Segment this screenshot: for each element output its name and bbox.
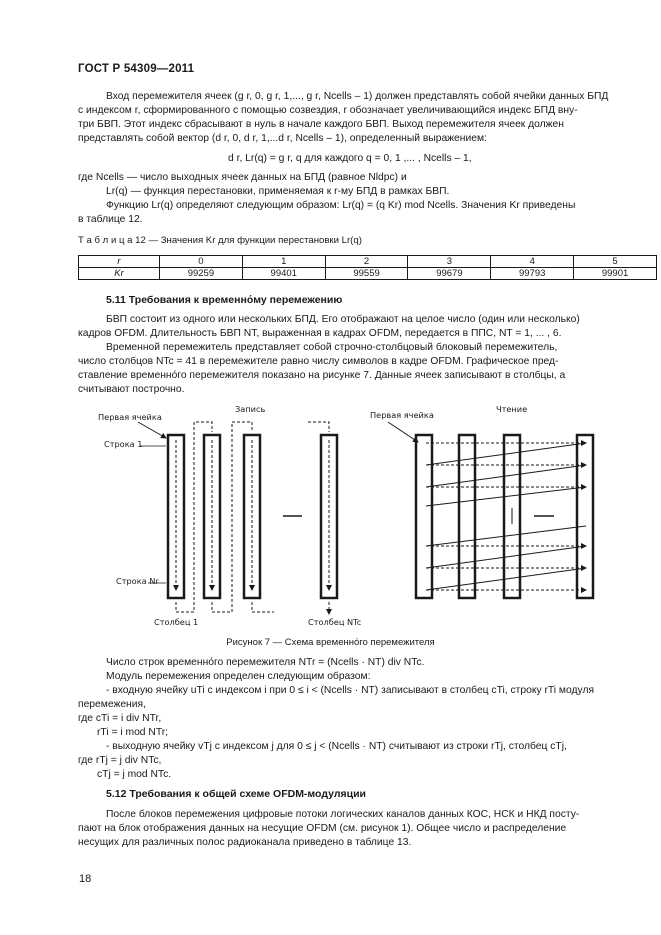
table-cell: 5 [574,256,657,268]
para1-line3: три БВП. Этот индекс сбрасывают в нуль в начале каждого БВП. Выход перемежителя ячеек должен [78,119,564,130]
table-header-k: Kr [79,268,160,280]
page-number: 18 [79,873,92,885]
af-line2: Модуль перемежения определен следующим образом: [106,671,371,682]
table-caption: Т а б л и ц а 12 — Значения Kr для функции перестановки Lr(q) [78,235,362,246]
table-header-r: r [79,256,160,268]
row1-label: Строка 1 [104,439,143,449]
write-link-1 [176,422,212,612]
s512-line1: После блоков перемежения цифровые потоки логических каналов данных КОС, НСК и НКД посту- [106,809,580,820]
where-line2: Lr(q) — функция перестановки, применяемая к r-му БПД в рамках БВП. [106,186,450,197]
read-return-4 [426,526,586,546]
af-line8: где rTj = j div NTc, [78,755,162,766]
read-column-1 [416,435,432,598]
first-cell-pointer-right [388,422,418,442]
figure-7 [78,398,638,630]
first-cell-label-left: Первая ячейка [98,412,162,422]
formula-1: d r, Lr(q) = g r, q для каждого q = 0, 1 ,... , Ncells – 1, [228,153,472,164]
table-cell: 99559 [325,268,408,280]
af-line9: cTj = j mod NTc. [97,769,172,780]
standard-header: ГОСТ Р 54309—2011 [78,63,195,75]
table-cell: 99679 [408,268,491,280]
write-label: Запись [235,404,266,414]
para1-line4: представлять собой вектор (d r, 0, d r, 1,...d r, Ncells – 1), определенный выражением: [78,133,487,144]
section-5-11-title: 5.11 Требования к временно́му перемежению [106,294,343,306]
read-return-2 [426,465,586,487]
table-cell: 99259 [160,268,243,280]
table-cell: 99901 [574,268,657,280]
s512-line3: несущих для различных полос радиоканала приведено в таблице 13. [78,837,412,848]
s511-line2: кадров OFDM. Длительность БВП NT, выраженная в кадрах OFDM, передается в ППС, NT = 1, ... , 6. [78,328,562,339]
s511-line6: считывают построчно. [78,384,185,395]
af-line3: - входную ячейку uTi с индексом i при 0 ≤ i < (Ncells · NT) записывают в столбец cTi, строку rTi модуля [106,685,595,696]
table-cell: 99793 [491,268,574,280]
s511-line5: ставление временно́го перемежителя показано на рисунке 7. Данные ячеек записывают в столбцы, а [78,370,566,381]
af-line6: rTi = i mod NTr; [97,727,169,738]
table-cell: 3 [408,256,491,268]
table-cell: 99401 [242,268,325,280]
table-cell: 4 [491,256,574,268]
af-line4: перемежения, [78,699,146,710]
table-cell: 2 [325,256,408,268]
read-label: Чтение [496,404,528,414]
figure-caption: Рисунок 7 — Схема временно́го перемежителя [226,637,435,648]
read-return-6 [426,568,586,590]
read-return-3 [426,487,586,506]
section-5-12-title: 5.12 Требования к общей схеме OFDM-модуляции [106,788,366,800]
para2-line1: Функцию Lr(q) определяют следующим образом: Lr(q) = (q Kr) mod Ncells. Значения Kr приведены [106,200,576,211]
first-cell-label-right: Первая ячейка [370,410,434,420]
table-cell: 0 [160,256,243,268]
first-cell-pointer-left [138,422,166,438]
table-row-k [79,268,657,280]
write-link-n [308,422,329,432]
read-return-5 [426,546,586,568]
s511-line3: Временной перемежитель представляет собой строчно-столбцовый блоковый перемежитель, [106,342,558,353]
s511-line1: БВП состоит из одного или нескольких БПД. Его отображают на целое число (один или несколько) [106,314,580,325]
interleaver-diagram [78,398,638,630]
af-line1: Число строк временно́го перемежителя NTr = (Ncells · NT) div NTc. [106,657,425,668]
rowN-label: Строка Nr [116,576,159,586]
af-line5: где cTi = i div NTr, [78,713,162,724]
para2-line2: в таблице 12. [78,214,143,225]
write-link-2 [212,422,252,612]
af-line7: - выходную ячейку vTj с индексом j для 0 ≤ j < (Ncells · NT) считывают из строки rTj, столбец cTj, [106,741,567,752]
table-cell: 1 [242,256,325,268]
where-line1: где Ncells — число выходных ячеек данных на БПД (равное Nldpc) и [78,172,407,183]
table-12 [78,255,657,280]
s511-line4: число столбцов NTc = 41 в перемежителе равно числу символов в кадре OFDM. Графическое пред- [78,356,559,367]
s512-line2: пают на блок отображения данных на несущие OFDM (см. рисунок 1). Общее число и распределение [78,823,567,834]
read-return-1 [426,443,586,465]
column1-label: Столбец 1 [154,617,199,627]
table-row-r [79,256,657,268]
para1-line1: Вход перемежителя ячеек (g r, 0, g r, 1,..., g r, Ncells – 1) должен представлять собой ячейки данных БПД [106,91,609,102]
columnN-label: Столбец NTc [308,617,362,627]
read-column-n [577,435,593,598]
write-link-3 [252,602,274,612]
para1-line2: с индексом r, сформированного с помощью созвездия, r обозначает увеличивающийся индекс БПД вну- [78,105,578,116]
